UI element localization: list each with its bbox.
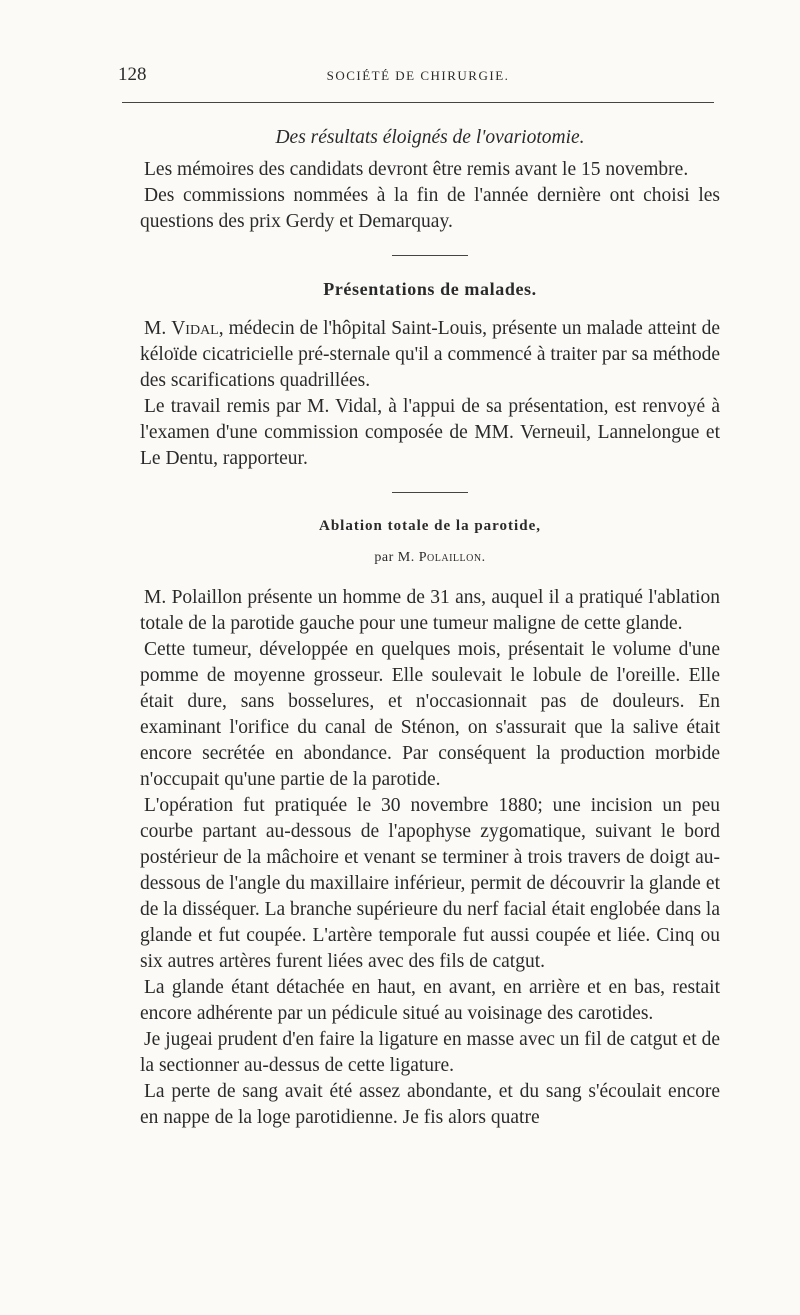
article-paragraph: M. Polaillon présente un homme de 31 ans, auquel il a pratiqué l'ablation totale de la parotide gauche pour une tumeur maligne de cette glande. — [140, 587, 720, 634]
author-prefix: par M. — [374, 550, 419, 565]
author-name: Polaillon — [418, 550, 482, 565]
presenter-name: Vidal — [171, 318, 219, 339]
header-rule — [122, 102, 714, 103]
article-author — [140, 545, 720, 571]
article-paragraph: Je jugeai prudent d'en faire la ligature en masse avec un fil de catgut et de la sectionner au-dessus de cette ligature. — [140, 1029, 720, 1076]
intro-paragraph-1: Les mémoires des candidats devront être remis avant le 15 novembre. — [144, 159, 689, 180]
presentation-paragraph-2: Le travail remis par M. Vidal, à l'appui de sa présentation, est renvoyé à l'examen d'une commission composée de MM. Verneuil, Lannelongue et Le Dentu, rapporteur. — [140, 396, 720, 469]
section-title-presentations: Présentations de malades. — [323, 279, 537, 299]
article-paragraph: La perte de sang avait été assez abondante, et du sang s'écoulait encore en nappe de la loge parotidienne. Je fis alors quatre — [140, 1081, 720, 1128]
prize-topic-title: Des résultats éloignés de l'ovariotomie. — [275, 127, 585, 148]
intro-paragraph-2: Des commissions nommées à la fin de l'année dernière ont choisi les questions des prix Gerdy et Demarquay. — [140, 185, 720, 232]
article-title: Ablation totale de la parotide, — [319, 518, 541, 534]
presentation-text: , médecin de l'hôpital Saint-Louis, présente un malade atteint de kéloïde cicatricielle pré-sternale qu'il a commencé à traiter par sa méthode des scarifications quadrillées. — [140, 318, 720, 391]
presentation-prefix: M. — [144, 318, 172, 339]
page-body — [140, 125, 720, 1131]
article-paragraph: L'opération fut pratiquée le 30 novembre 1880; une incision un peu courbe partant au-dessous de l'apophyse zygomatique, suivant le bord postérieur de la mâchoire et venant se terminer à trois travers de doigt au-dessous de l'angle du maxillaire inférieur, permit de découvrir la glande et de la disséquer. La branche supérieure du nerf facial était englobée dans la glande et fut coupée. L'artère temporale fut aussi coupée et liée. Cinq ou six autres artères furent liées avec des fils de catgut. — [140, 795, 720, 972]
article-paragraph: Cette tumeur, développée en quelques mois, présentait le volume d'une pomme de moyenne grosseur. Elle soulevait le lobule de l'oreille. Elle était dure, sans bosselures, et n'occasionnait pas de douleurs. En examinant l'orifice du canal de Sténon, on s'assurait que la salive était encore secrétée en abondance. Par conséquent la production morbide n'occupait qu'une partie de la parotide. — [140, 639, 720, 790]
article-paragraph: La glande étant détachée en haut, en avant, en arrière et en bas, restait encore adhérente par un pédicule situé au voisinage des carotides. — [140, 977, 720, 1024]
section-divider — [392, 255, 468, 256]
section-divider — [392, 492, 468, 493]
page-number: 128 — [118, 64, 147, 85]
running-title: SOCIÉTÉ DE CHIRURGIE. — [326, 68, 510, 83]
presentation-paragraph-1 — [140, 316, 720, 394]
running-head — [118, 64, 718, 88]
author-suffix: . — [481, 550, 486, 565]
